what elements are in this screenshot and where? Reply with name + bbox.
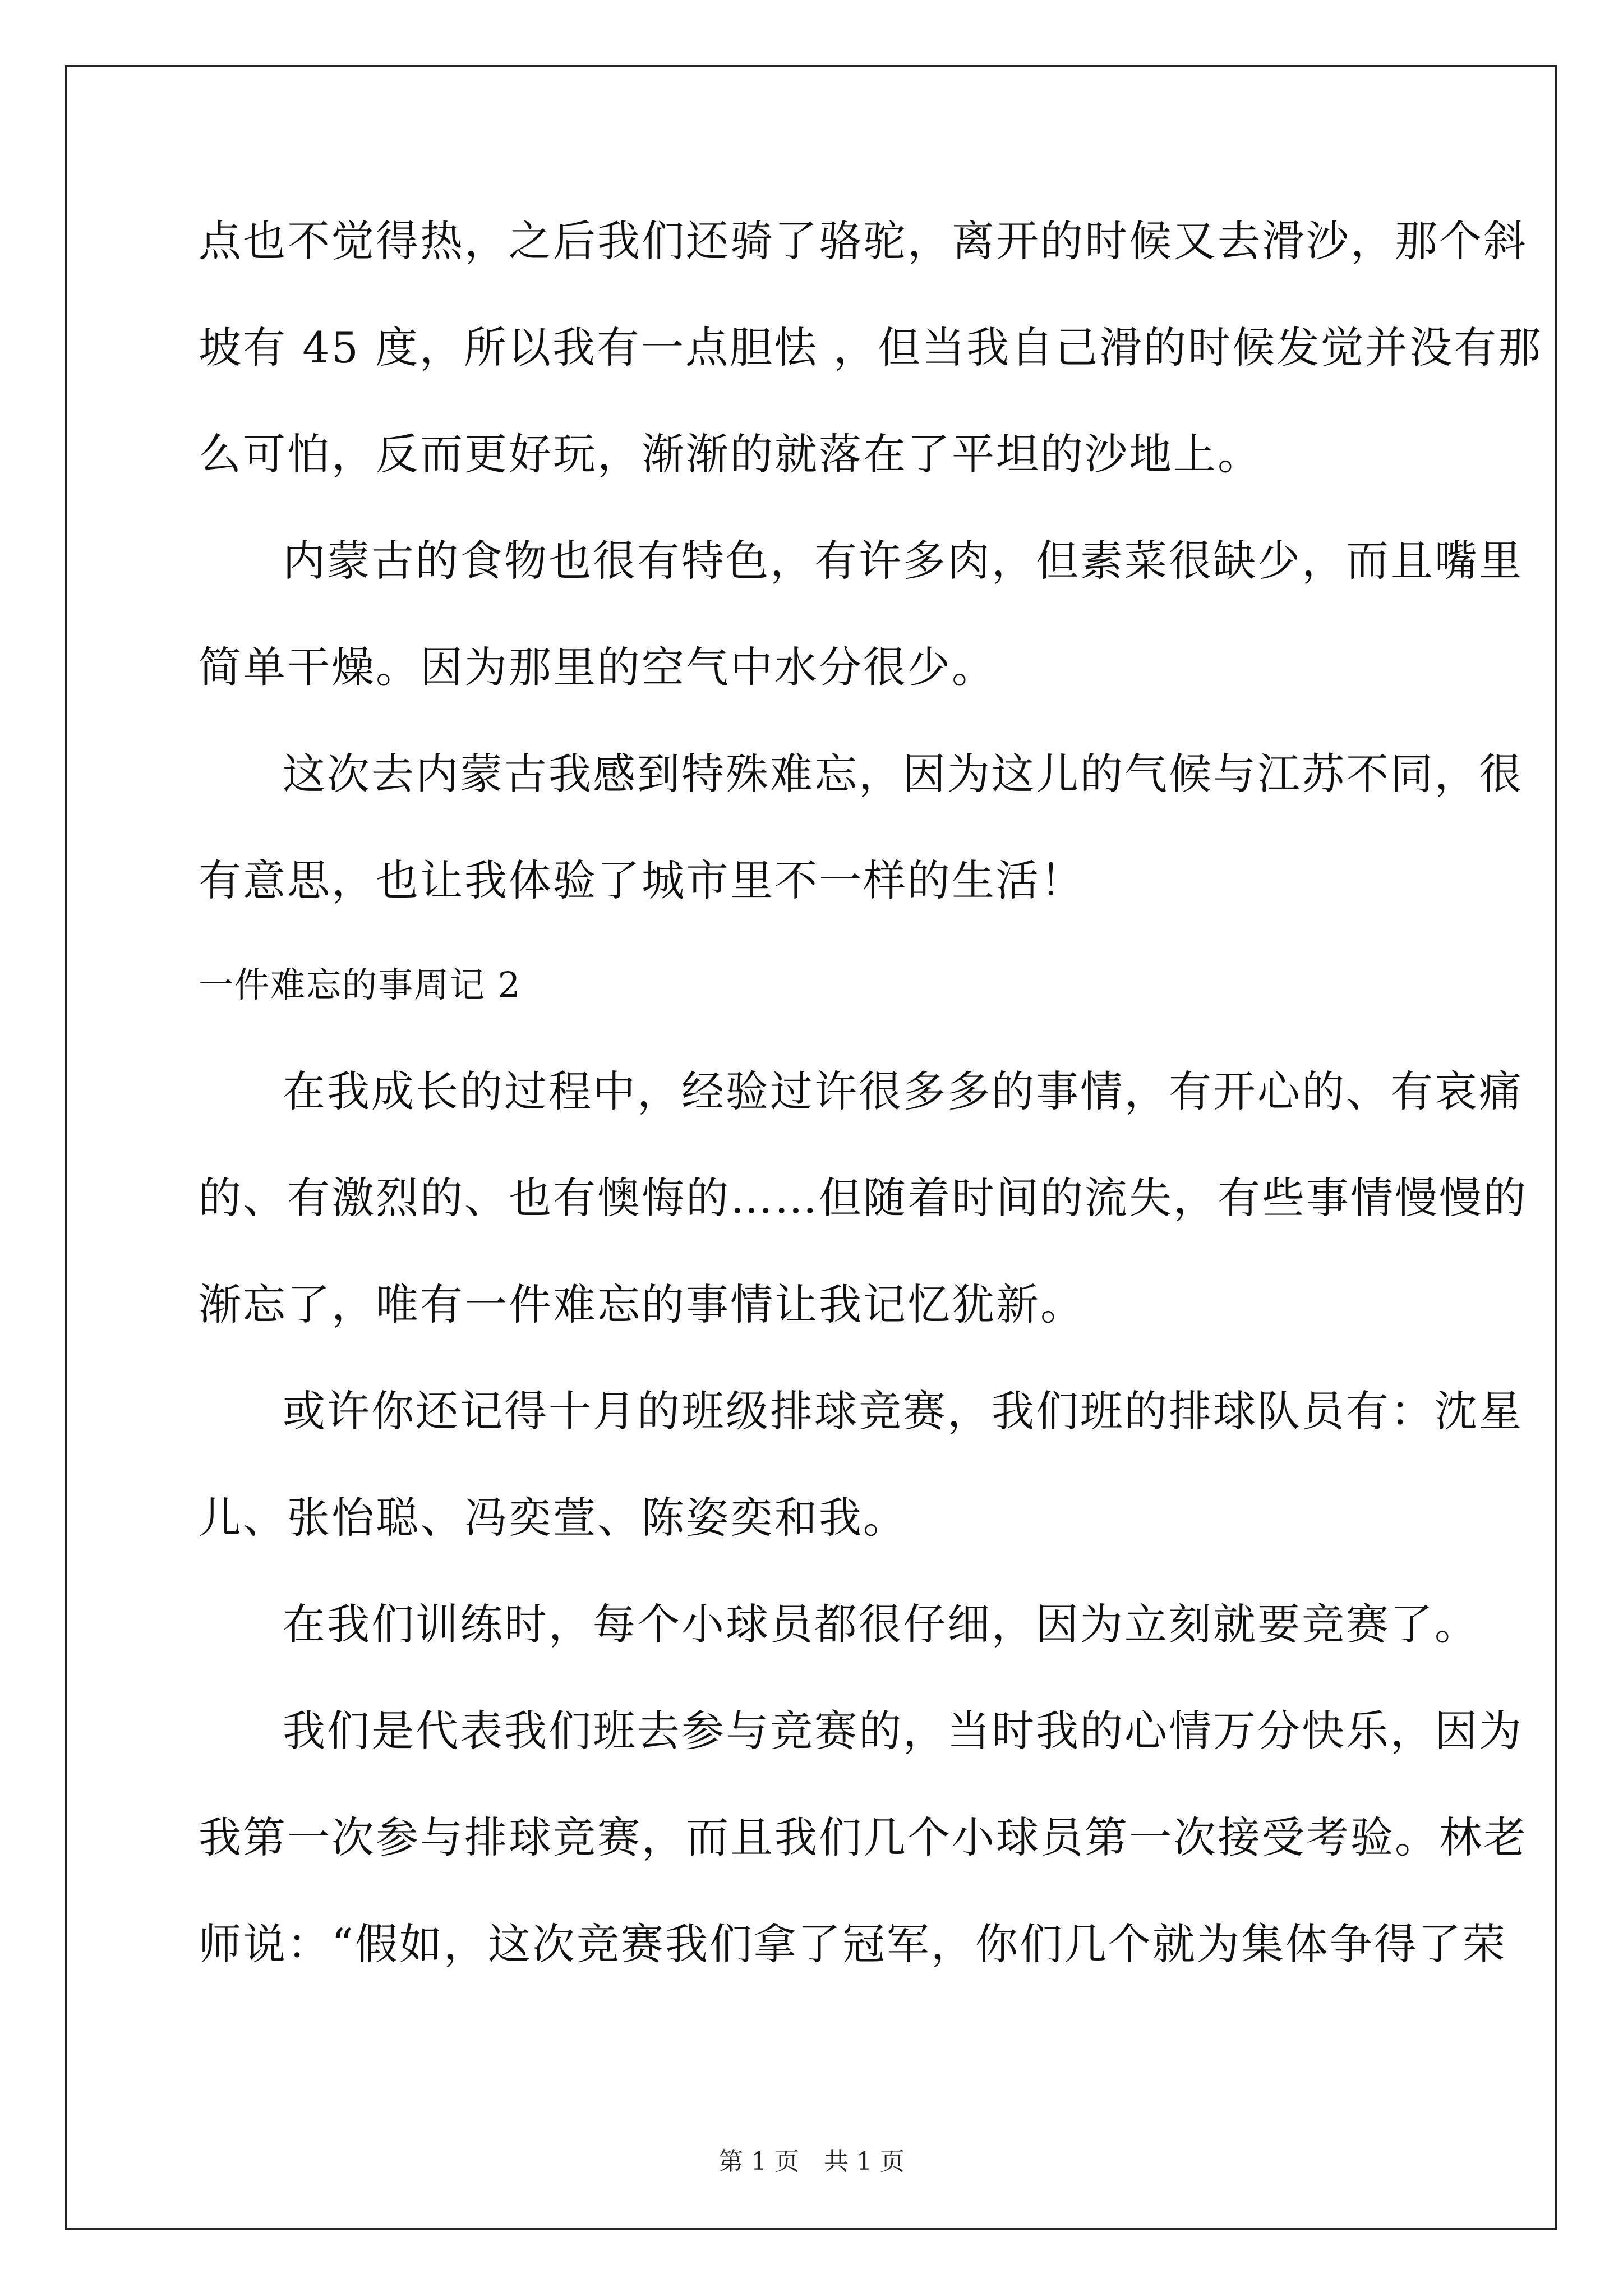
paragraph-first-line: 这次去内蒙古我感到特殊难忘，因为这儿的气候与江苏不同，很 — [283, 749, 1523, 799]
paragraph-first-line: 在我们训练时，每个小球员都很仔细，因为立刻就要竞赛了。 — [283, 1599, 1479, 1649]
text-line: 么可怕，反而更好玩，渐渐的就落在了平坦的沙地上。 — [199, 429, 1262, 479]
text-line: 简单干燥。因为那里的空气中水分很少。 — [199, 642, 996, 692]
text-line: 我第一次参与排球竞赛，而且我们几个小球员第一次接受考验。林老 — [199, 1812, 1528, 1862]
text-line: 师说：“假如，这次竞赛我们拿了冠军，你们几个就为集体争得了荣 — [199, 1919, 1507, 1969]
text-line: 儿、张怡聪、冯奕萱、陈姿奕和我。 — [199, 1493, 907, 1543]
page-footer: 第 1 页 共 1 页 — [718, 2147, 905, 2176]
paragraph-first-line: 或许你还记得十月的班级排球竞赛，我们班的排球队员有：沈星 — [283, 1386, 1523, 1436]
text-line: 点也不觉得热，之后我们还骑了骆驼，离开的时候又去滑沙，那个斜 — [199, 216, 1528, 266]
text-line: 渐忘了，唯有一件难忘的事情让我记忆犹新。 — [199, 1280, 1085, 1329]
paragraph-first-line: 我们是代表我们班去参与竞赛的，当时我的心情万分快乐，因为 — [283, 1706, 1523, 1756]
text-line: 的、有激烈的、也有懊悔的……但随着时间的流失，有些事情慢慢的 — [199, 1173, 1528, 1223]
section-heading: 一件难忘的事周记 2 — [199, 964, 522, 1005]
text-line: 坡有 45 度，所以我有一点胆怯 ，但当我自己滑的时候发觉并没有那 — [199, 323, 1543, 372]
paragraph-first-line: 在我成长的过程中，经验过许很多多的事情，有开心的、有哀痛 — [283, 1066, 1523, 1116]
paragraph-first-line: 内蒙古的食物也很有特色，有许多肉，但素菜很缺少，而且嘴里 — [283, 536, 1523, 586]
text-line: 有意思，也让我体验了城市里不一样的生活！ — [199, 855, 1085, 905]
page-border — [65, 65, 1557, 2230]
